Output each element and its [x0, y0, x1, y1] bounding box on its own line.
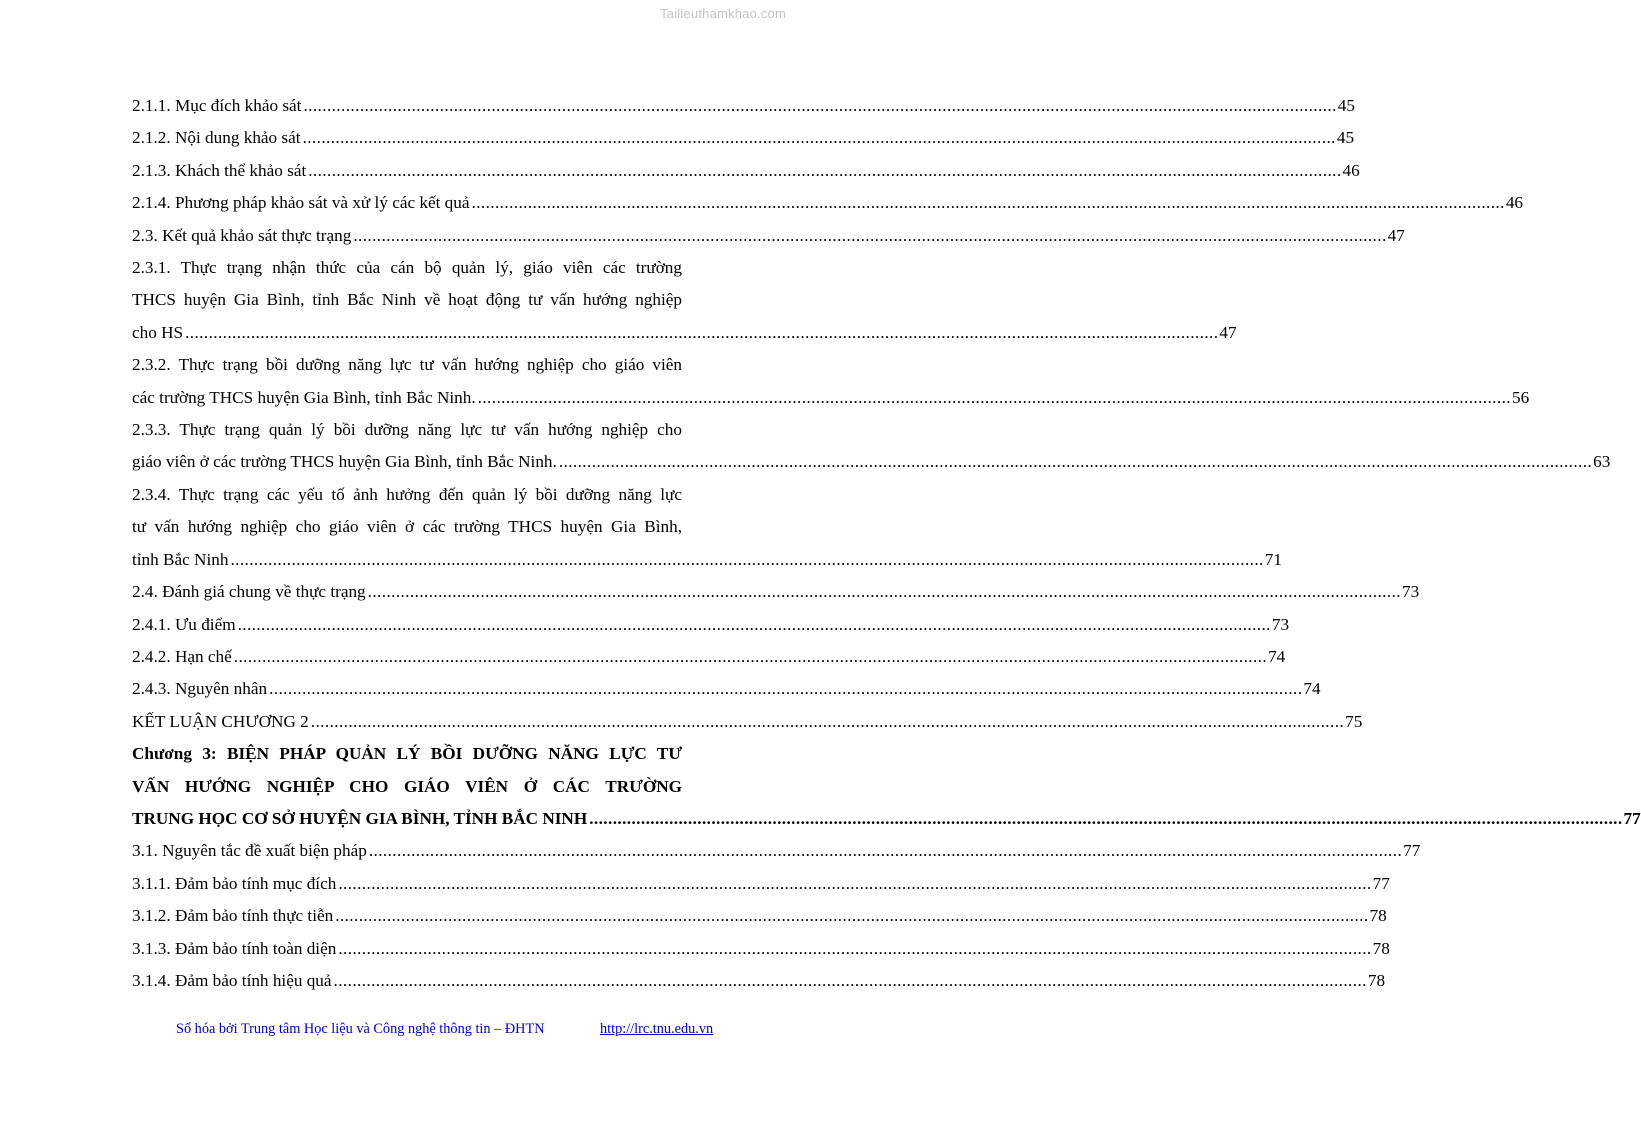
- toc-entry-row: [132, 544, 1282, 576]
- toc-dot-leader: ............................................................................................................................................................................................................................: [353, 225, 1387, 245]
- toc-entry-row: [132, 868, 1390, 900]
- toc-entry-title: tỉnh Bắc Ninh: [132, 549, 229, 569]
- toc-entry[interactable]: [132, 835, 1421, 867]
- toc-dot-leader: ............................................................................................................................................................................................................................: [367, 582, 1401, 602]
- toc-dot-leader: ............................................................................................................................................................................................................................: [302, 128, 1336, 148]
- toc-entry-row: [132, 641, 1286, 673]
- toc-dot-leader: ............................................................................................................................................................................................................................: [558, 452, 1593, 472]
- toc-page-number: 45: [1337, 96, 1355, 115]
- toc-dot-leader: ............................................................................................................................................................................................................................: [230, 549, 1264, 569]
- toc-page-number: 78: [1372, 938, 1390, 958]
- toc-entry-title: 2.1.2. Nội dung khảo sát: [132, 128, 301, 148]
- toc-entry-title: 2.1.4. Phương pháp khảo sát và xử lý các kết quả: [132, 193, 470, 213]
- toc-entry[interactable]: [132, 90, 1355, 122]
- toc-entry[interactable]: [132, 965, 1386, 997]
- toc-dot-leader: ............................................................................................................................................................................................................................: [333, 970, 1367, 990]
- toc-entry-row: [132, 673, 1321, 705]
- toc-page-number: 73: [1271, 614, 1290, 634]
- toc-entry-title: các trường THCS huyện Gia Bình, tỉnh Bắc Ninh.: [132, 387, 476, 407]
- toc-dot-leader: ............................................................................................................................................................................................................................: [185, 322, 1219, 342]
- toc-entry-row: [132, 706, 1363, 738]
- toc-entry[interactable]: [132, 155, 1360, 187]
- toc-page-number: 73: [1401, 582, 1420, 602]
- toc-page-number: 74: [1303, 679, 1321, 699]
- toc-dot-leader: ............................................................................................................................................................................................................................: [335, 906, 1369, 926]
- toc-page-number: 78: [1367, 970, 1386, 990]
- toc-dot-leader: ............................................................................................................................................................................................................................: [477, 387, 1511, 407]
- toc-entry[interactable]: [132, 673, 1321, 705]
- footer-credit: Số hóa bởi Trung tâm Học liệu và Công nghệ thông tin – ĐHTN: [176, 1021, 545, 1037]
- toc-entry[interactable]: [132, 641, 1286, 673]
- toc-page-number: 77: [1623, 808, 1641, 828]
- toc-page-number: 77: [1403, 841, 1421, 861]
- toc-entry-row: [132, 576, 1420, 608]
- toc-entry[interactable]: [132, 576, 1420, 608]
- toc-page-number: 47: [1219, 322, 1237, 342]
- toc-entry[interactable]: [132, 933, 1390, 965]
- toc-page-number: 46: [1505, 193, 1523, 213]
- toc-entry[interactable]: [132, 609, 1290, 641]
- toc-entry-title: 2.4.2. Hạn chế: [132, 646, 232, 666]
- toc-entry-title: 2.4.3. Nguyên nhân: [132, 679, 268, 699]
- toc-dot-leader: ............................................................................................................................................................................................................................: [310, 711, 1345, 731]
- toc-entry-title: 2.1.3. Khách thể khảo sát: [132, 160, 307, 180]
- toc-entry[interactable]: [132, 220, 1405, 252]
- toc-dot-leader: ............................................................................................................................................................................................................................: [237, 614, 1271, 634]
- toc-entry-title: 2.1.1. Mục đích khảo sát: [132, 96, 302, 115]
- toc-entry-title: 2.4.1. Ưu điểm: [132, 614, 236, 634]
- toc-entry-line: tư vấn hướng nghiệp cho giáo viên ở các trường THCS huyện Gia Bình,: [132, 517, 682, 537]
- toc-dot-leader: ............................................................................................................................................................................................................................: [471, 193, 1505, 213]
- toc-dot-leader: ............................................................................................................................................................................................................................: [303, 96, 1337, 115]
- toc-entry[interactable]: [132, 187, 1523, 219]
- toc-entry-line: 2.3.4. Thực trạng các yếu tố ảnh hưởng đến quản lý bồi dưỡng năng lực: [132, 484, 682, 504]
- toc-page-number: 78: [1369, 906, 1387, 926]
- toc-entry-row: [132, 90, 1355, 122]
- toc-dot-leader: ............................................................................................................................................................................................................................: [308, 160, 1342, 180]
- toc-page-number: 75: [1345, 711, 1363, 731]
- toc-entry-title: 3.1.1. Đảm bảo tính mục đích: [132, 873, 337, 893]
- toc-entry-row: [132, 446, 1611, 478]
- toc-entry[interactable]: [132, 706, 1363, 738]
- watermark: Tailieuthamkhao.com: [660, 6, 786, 21]
- toc-entry[interactable]: [132, 122, 1355, 154]
- toc-dot-leader: ............................................................................................................................................................................................................................: [368, 841, 1403, 861]
- toc-entry-title: 3.1.2. Đảm bảo tính thực tiễn: [132, 906, 334, 926]
- toc-entry-title: giáo viên ở các trường THCS huyện Gia Bình, tỉnh Bắc Ninh.: [132, 452, 557, 472]
- toc-entry-row: [132, 187, 1523, 219]
- toc-entry-line: 2.3.2. Thực trạng bồi dưỡng năng lực tư vấn hướng nghiệp cho giáo viên: [132, 355, 682, 375]
- toc-entry[interactable]: [132, 349, 1530, 414]
- toc-entry[interactable]: [132, 252, 1237, 349]
- toc-entry-row: [132, 220, 1405, 252]
- table-of-contents: [132, 90, 1641, 997]
- toc-entry[interactable]: [132, 738, 1641, 835]
- toc-entry-row: [132, 317, 1237, 349]
- toc-entry-line: THCS huyện Gia Bình, tỉnh Bắc Ninh về hoạt động tư vấn hướng nghiệp: [132, 290, 682, 310]
- toc-dot-leader: ............................................................................................................................................................................................................................: [338, 873, 1372, 893]
- toc-entry-title: KẾT LUẬN CHƯƠNG 2: [132, 711, 309, 731]
- toc-entry[interactable]: [132, 414, 1611, 479]
- footer-url-link[interactable]: http://lrc.tnu.edu.vn: [600, 1021, 714, 1037]
- toc-entry-line: Chương 3: BIỆN PHÁP QUẢN LÝ BỒI DƯỠNG NĂNG LỰC TƯ: [132, 744, 682, 764]
- toc-entry-row: [132, 803, 1641, 835]
- toc-entry-row: [132, 122, 1355, 154]
- toc-entry-title: 3.1.3. Đảm bảo tính toàn diện: [132, 938, 337, 958]
- toc-entry[interactable]: [132, 868, 1390, 900]
- toc-page-number: 56: [1511, 387, 1530, 407]
- toc-page-number: 77: [1372, 873, 1390, 893]
- toc-entry-title: 2.4. Đánh giá chung về thực trạng: [132, 582, 366, 602]
- toc-entry-title: 3.1. Nguyên tắc đề xuất biện pháp: [132, 841, 367, 861]
- toc-entry-row: [132, 835, 1421, 867]
- toc-dot-leader: ............................................................................................................................................................................................................................: [589, 808, 1623, 828]
- toc-entry[interactable]: [132, 900, 1387, 932]
- toc-entry-line: 2.3.1. Thực trạng nhận thức của cán bộ quản lý, giáo viên các trường: [132, 258, 682, 278]
- toc-dot-leader: ............................................................................................................................................................................................................................: [233, 646, 1268, 666]
- toc-page-number: 71: [1264, 549, 1282, 569]
- toc-entry-title: 2.3. Kết quả khảo sát thực trạng: [132, 225, 352, 245]
- toc-dot-leader: ............................................................................................................................................................................................................................: [338, 938, 1372, 958]
- toc-page-number: 63: [1593, 452, 1611, 472]
- toc-entry-line: VẤN HƯỚNG NGHIỆP CHO GIÁO VIÊN Ở CÁC TRƯỜNG: [132, 776, 682, 796]
- toc-page-number: 47: [1387, 225, 1405, 245]
- toc-entry-row: [132, 900, 1387, 932]
- toc-entry-row: [132, 382, 1530, 414]
- toc-page-number: 45: [1336, 128, 1355, 148]
- toc-page-number: 74: [1268, 646, 1286, 666]
- toc-entry-title: cho HS: [132, 322, 184, 342]
- toc-entry-row: [132, 965, 1386, 997]
- toc-entry-row: [132, 155, 1360, 187]
- toc-page-number: 46: [1342, 160, 1360, 180]
- toc-entry[interactable]: [132, 479, 1282, 576]
- toc-entry-row: [132, 933, 1390, 965]
- toc-entry-title: 3.1.4. Đảm bảo tính hiệu quả: [132, 970, 332, 990]
- toc-entry-row: [132, 609, 1290, 641]
- toc-dot-leader: ............................................................................................................................................................................................................................: [269, 679, 1303, 699]
- toc-entry-title: TRUNG HỌC CƠ SỞ HUYỆN GIA BÌNH, TỈNH BẮC NINH: [132, 808, 588, 828]
- toc-entry-line: 2.3.3. Thực trạng quản lý bồi dưỡng năng lực tư vấn hướng nghiệp cho: [132, 420, 682, 440]
